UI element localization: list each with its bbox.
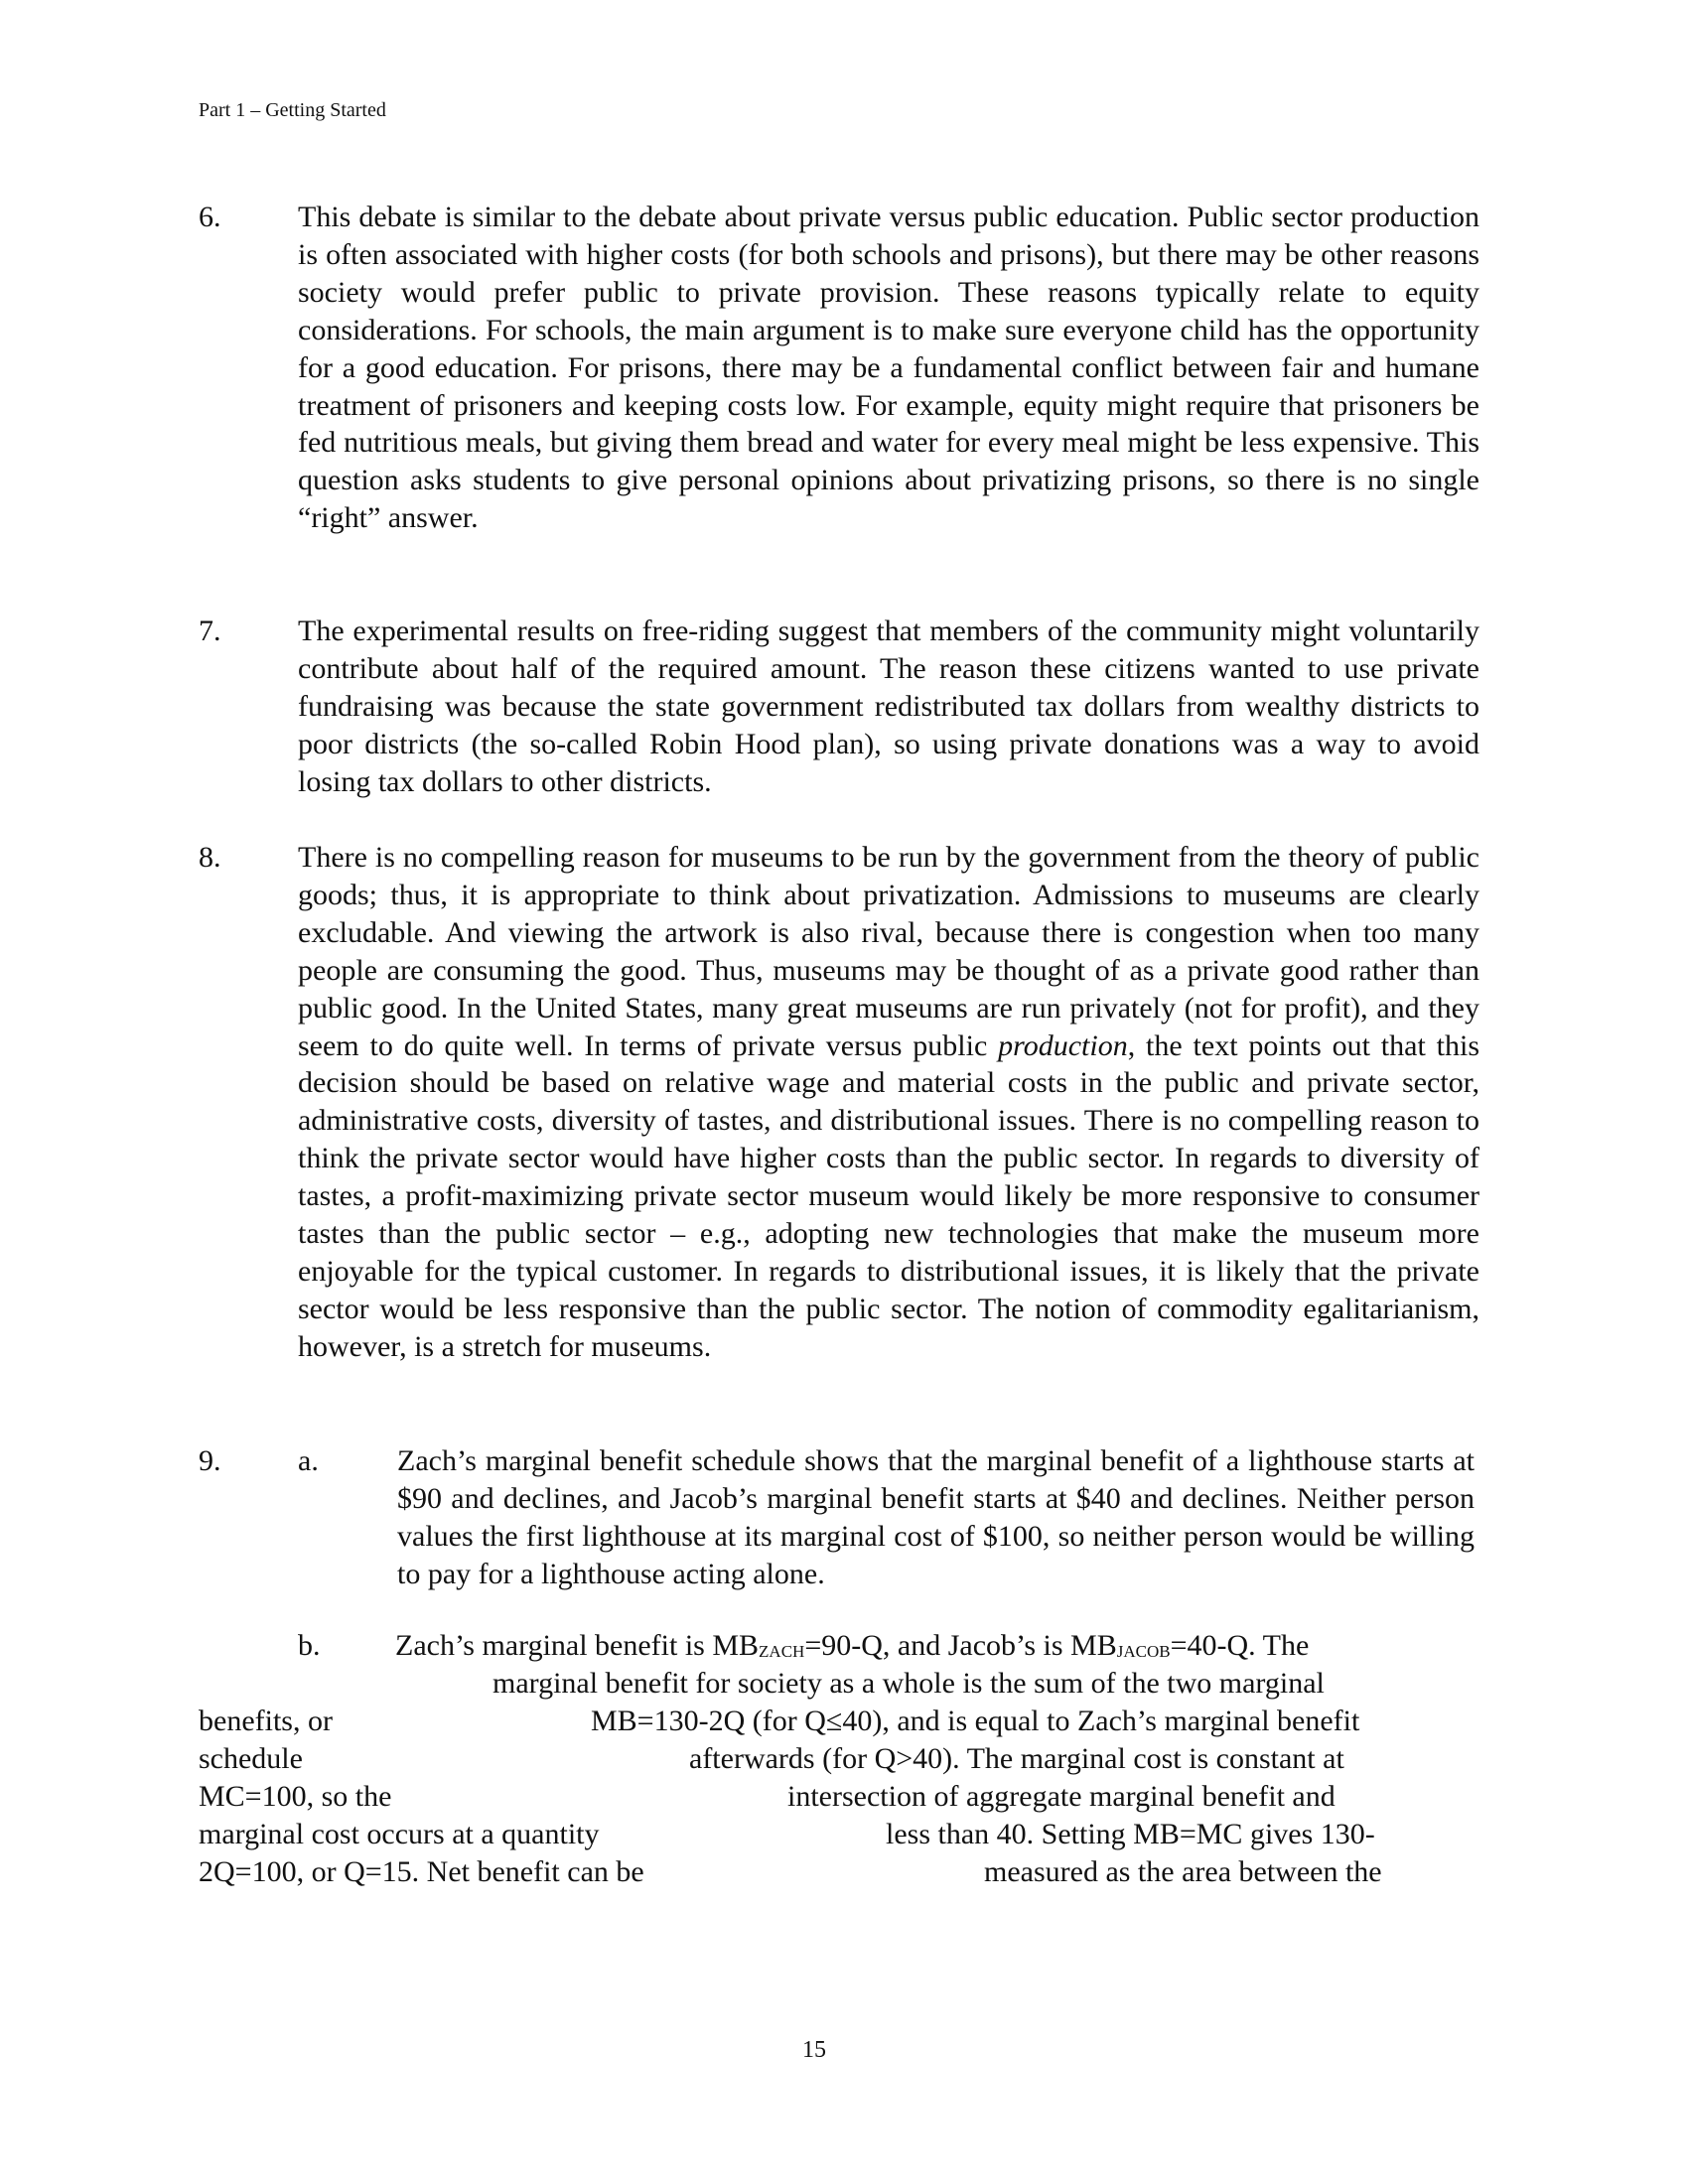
sub-label-a: a. [298,1444,319,1477]
running-head: Part 1 – Getting Started [199,99,386,121]
item-text: This debate is similar to the debate about private versus public education. Public sector production is often associated with higher costs (for both schools and prisons), but there may be other reasons society would prefer public to private provision. These reasons typically relate to equity considerations. For schools, the main argument is to make sure everyone child has the opportunity for a good education. For prisons, there may be a fundamental conflict between fair and humane treatment of prisoners and keeping costs low. For example, equity might require that prisoners be fed nutritious meals, but giving them bread and water for every meal might be less expensive. This question asks students to give personal opinions about privatizing prisons, so there is no single “right” answer. [298,201,1479,535]
b-line-7-left: 2Q=100, or Q=15. Net benefit can be [199,1855,644,1888]
page-number: 15 [802,2037,826,2063]
answer-6 [199,199,1479,537]
b-line-3-left: benefits, or [199,1705,333,1737]
item-number: 9. [199,1444,221,1477]
italic-term: production [998,1028,1128,1062]
item-number: 6. [199,201,221,233]
answer-9a [199,1442,1479,1593]
b-line-6-left: marginal cost occurs at a quantity [199,1818,600,1850]
answer-7 [199,613,1479,801]
sub-label-b: b. [298,1629,321,1662]
answer-8 [199,839,1479,1366]
item-text: There is no compelling reason for museums to be run by the government from the theory of public goods; thus, it is appropriate to think about privatization. Admissions to museums are clearly excludable. And viewing the artwork is also rival, because there is congestion when too many people are consuming the good. Thus, museums may be thought of as a private good rather than public good. In the United States, many great museums are run privately (not for profit), and they seem to do quite well. In terms of private versus public production, the text points out that this decision should be based on relative wage and material costs in the public and private sector, administrative costs, diversity of tastes, and distributional issues. There is no compelling reason to think the private sector would have higher costs than the public sector. In regards to diversity of tastes, a profit-maximizing private sector museum would likely be more responsive to consumer tastes than the public sector – e.g., adopting new technologies that make the museum more enjoyable for the typical customer. In regards to distributional issues, it is likely that the private sector would be less responsive than the public sector. The notion of commodity egalitarianism, however, is a stretch for museums. [298,841,1479,1363]
b-line-5-right: intersection of aggregate marginal benefit and [787,1780,1336,1813]
b-line-2: marginal benefit for society as a whole is the sum of the two marginal [492,1667,1325,1700]
b-line-3-right: MB=130-2Q (for Q≤40), and is equal to Zach’s marginal benefit [591,1705,1360,1737]
item-number: 7. [199,614,221,647]
b-line-4-left: schedule [199,1742,303,1775]
b-line-4-right: afterwards (for Q>40). The marginal cost is constant at [689,1742,1344,1775]
b-line-1: Zach’s marginal benefit is $MB_{ZACH}=90-Q$, and Jacob’s is $MB_{JACOB}=40-Q$. The [395,1629,1310,1662]
b-line-5-left: MC=100, so the [199,1780,392,1813]
item-text: The experimental results on free-riding suggest that members of the community might voluntarily contribute about half of the required amount. The reason these citizens wanted to use private fundraising was because the state government redistributed tax dollars from wealthy districts to poor districts (the so-called Robin Hood plan), so using private donations was a way to avoid losing tax dollars to other districts. [298,614,1479,798]
b-line-6-right: less than 40. Setting MB=MC gives 130- [886,1818,1375,1850]
sub-text-a: Zach’s marginal benefit schedule shows that the marginal benefit of a lighthouse starts at $90 and declines, and Jacob’s marginal benefit starts at $40 and declines. Neither person values the first lighthouse at its marginal cost of $100, so neither person would be willing to pay for a lighthouse acting alone. [397,1444,1475,1590]
item-number: 8. [199,841,221,874]
b-line-7-right: measured as the area between the [984,1855,1382,1888]
